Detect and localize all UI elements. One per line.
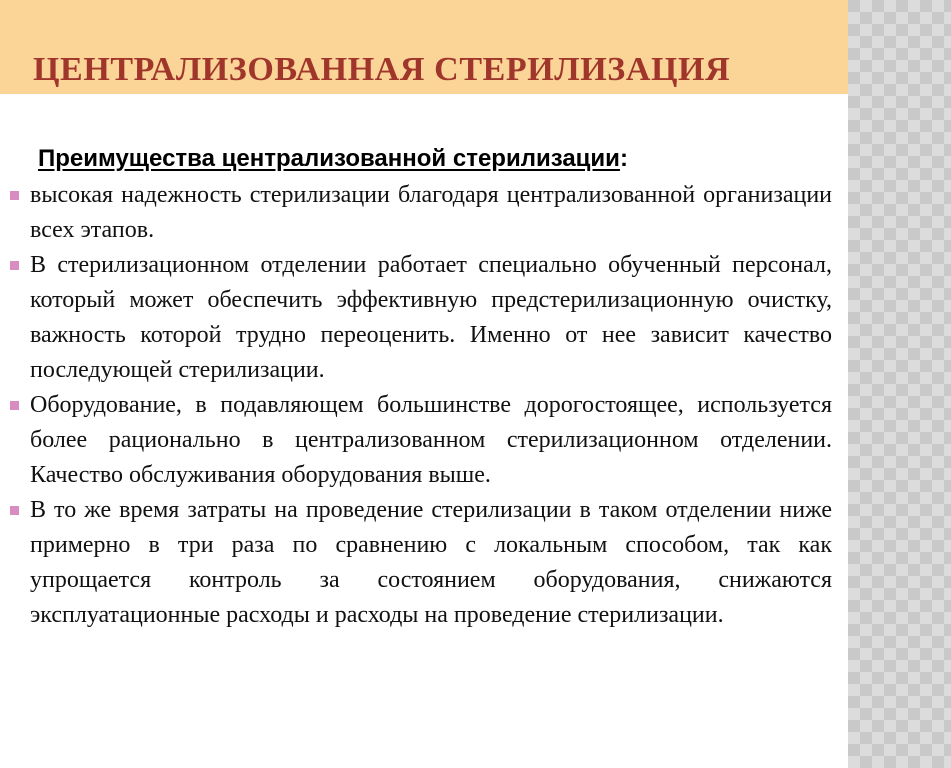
decorative-side-panel — [848, 0, 951, 768]
list-item-text: В стерилизационном отделении работает специально обученный персонал, который может обеспечить эффективную предстерилизационную очистку, важность которой трудно переоценить. Именно от нее зависит качество последующей стерилизации. — [30, 252, 832, 383]
square-bullet-icon — [10, 261, 19, 270]
list-item-text: В то же время затраты на проведение стерилизации в таком отделении ниже примерно в три раза по сравнению с локальным способом, так как упрощается контроль за состоянием оборудования, снижаются эксплуатационные расходы и расходы на проведение стерилизации. — [30, 497, 832, 628]
title-bar — [0, 0, 848, 94]
bullet-list — [0, 178, 848, 633]
subtitle-colon: : — [619, 145, 628, 172]
slide-title: ЦЕНТРАЛИЗОВАННАЯ СТЕРИЛИЗАЦИЯ — [33, 51, 731, 88]
square-bullet-icon — [10, 401, 19, 410]
list-item — [0, 178, 848, 248]
list-item — [0, 493, 848, 633]
square-bullet-icon — [10, 191, 19, 200]
square-bullet-icon — [10, 506, 19, 515]
list-item-text: Оборудование, в подавляющем большинстве дорогостоящее, используется более рационально в централизованном стерилизационном отделении. Качество обслуживания оборудования выше. — [30, 392, 832, 488]
subtitle — [38, 142, 628, 176]
list-item-text: высокая надежность стерилизации благодаря централизованной организации всех этапов. — [30, 182, 832, 243]
list-item — [0, 388, 848, 493]
list-item — [0, 248, 848, 388]
subtitle-text: Преимущества централизованной стерилизации — [38, 145, 620, 172]
